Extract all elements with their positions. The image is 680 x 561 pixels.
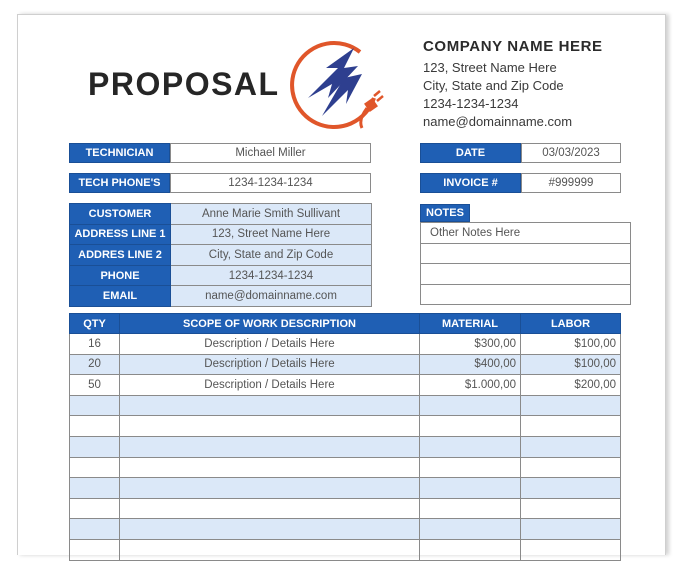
document-title: PROPOSAL	[88, 66, 280, 102]
material-cell[interactable]: $300,00	[420, 334, 521, 355]
table-row	[70, 354, 621, 375]
table-row	[70, 436, 621, 457]
address-line-1-label: ADDRESS LINE 1	[70, 224, 171, 245]
company-info	[423, 38, 603, 131]
description-cell[interactable]: Description / Details Here	[120, 354, 420, 375]
qty-cell[interactable]	[70, 519, 120, 540]
material-cell[interactable]	[420, 498, 521, 519]
description-cell[interactable]: Description / Details Here	[120, 334, 420, 355]
labor-cell[interactable]: $100,00	[521, 354, 621, 375]
qty-cell[interactable]: 16	[70, 334, 120, 355]
phone-value[interactable]: 1234-1234-1234	[171, 265, 372, 286]
description-cell[interactable]: Description / Details Here	[120, 375, 420, 396]
tech-phone-label: TECH PHONE'S	[69, 173, 170, 193]
material-cell[interactable]	[420, 395, 521, 416]
customer-row	[70, 204, 372, 225]
qty-cell[interactable]	[70, 498, 120, 519]
labor-cell[interactable]	[521, 498, 621, 519]
table-row	[70, 395, 621, 416]
material-cell[interactable]	[420, 457, 521, 478]
material-cell[interactable]	[420, 539, 521, 560]
labor-cell[interactable]	[521, 457, 621, 478]
invoice-label: INVOICE #	[420, 173, 521, 193]
lightning-plug-logo-icon	[288, 38, 388, 132]
material-cell[interactable]: $400,00	[420, 354, 521, 375]
qty-cell[interactable]	[70, 436, 120, 457]
company-email: name@domainname.com	[423, 114, 573, 129]
email-row	[70, 286, 372, 307]
qty-cell[interactable]	[70, 539, 120, 560]
material-cell[interactable]	[420, 416, 521, 437]
description-header: SCOPE OF WORK DESCRIPTION	[120, 314, 420, 334]
description-cell[interactable]	[120, 436, 420, 457]
customer-table	[69, 203, 372, 307]
material-cell[interactable]	[420, 478, 521, 499]
table-row	[70, 416, 621, 437]
description-cell[interactable]	[120, 498, 420, 519]
labor-cell[interactable]	[521, 478, 621, 499]
notes-line[interactable]	[421, 284, 631, 305]
description-cell[interactable]	[120, 457, 420, 478]
address-line-2-value[interactable]: City, State and Zip Code	[171, 245, 372, 266]
table-row	[70, 498, 621, 519]
customer-value[interactable]: Anne Marie Smith Sullivant	[171, 204, 372, 225]
labor-cell[interactable]	[521, 416, 621, 437]
table-row	[70, 334, 621, 355]
qty-cell[interactable]	[70, 478, 120, 499]
qty-cell[interactable]: 50	[70, 375, 120, 396]
date-label: DATE	[420, 143, 521, 163]
work-items-table	[69, 313, 621, 561]
qty-cell[interactable]	[70, 416, 120, 437]
table-row	[70, 375, 621, 396]
address-line-2-label: ADDRES LINE 2	[70, 245, 171, 266]
technician-label: TECHNICIAN	[69, 143, 170, 163]
company-city: City, State and Zip Code	[423, 78, 564, 93]
address-line-1-value[interactable]: 123, Street Name Here	[171, 224, 372, 245]
tech-phone-value[interactable]: 1234-1234-1234	[170, 173, 371, 193]
labor-cell[interactable]: $100,00	[521, 334, 621, 355]
labor-cell[interactable]	[521, 539, 621, 560]
description-cell[interactable]	[120, 395, 420, 416]
customer-label: CUSTOMER	[70, 204, 171, 225]
address-line-2-row	[70, 245, 372, 266]
description-cell[interactable]	[120, 416, 420, 437]
email-label: EMAIL	[70, 286, 171, 307]
qty-cell[interactable]: 20	[70, 354, 120, 375]
labor-cell[interactable]	[521, 395, 621, 416]
material-header: MATERIAL	[420, 314, 521, 334]
technician-value[interactable]: Michael Miller	[170, 143, 371, 163]
notes-label: NOTES	[420, 204, 470, 222]
table-row	[70, 457, 621, 478]
invoice-value[interactable]: #999999	[521, 173, 621, 193]
description-cell[interactable]	[120, 478, 420, 499]
qty-header: QTY	[70, 314, 120, 334]
description-cell[interactable]	[120, 519, 420, 540]
table-row	[70, 519, 621, 540]
notes-line[interactable]: Other Notes Here	[421, 223, 631, 244]
labor-header: LABOR	[521, 314, 621, 334]
description-cell[interactable]	[120, 539, 420, 560]
labor-cell[interactable]	[521, 519, 621, 540]
phone-label: PHONE	[70, 265, 171, 286]
material-cell[interactable]: $1.000,00	[420, 375, 521, 396]
material-cell[interactable]	[420, 519, 521, 540]
date-value[interactable]: 03/03/2023	[521, 143, 621, 163]
table-row	[70, 539, 621, 560]
labor-cell[interactable]: $200,00	[521, 375, 621, 396]
labor-cell[interactable]	[521, 436, 621, 457]
email-value[interactable]: name@domainname.com	[171, 286, 372, 307]
company-phone: 1234-1234-1234	[423, 96, 519, 111]
address-line-1-row	[70, 224, 372, 245]
notes-table	[420, 222, 631, 305]
company-name: COMPANY NAME HERE	[423, 38, 603, 55]
company-street: 123, Street Name Here	[423, 60, 557, 75]
phone-row	[70, 265, 372, 286]
material-cell[interactable]	[420, 436, 521, 457]
qty-cell[interactable]	[70, 457, 120, 478]
notes-line[interactable]	[421, 243, 631, 264]
notes-line[interactable]	[421, 264, 631, 285]
qty-cell[interactable]	[70, 395, 120, 416]
table-row	[70, 478, 621, 499]
work-items-header	[70, 314, 621, 334]
